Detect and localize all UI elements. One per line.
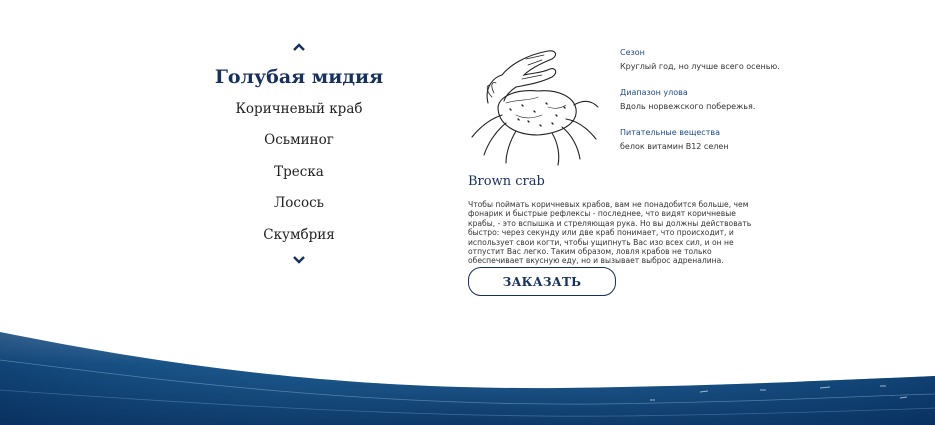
fact-label: Диапазон улова bbox=[620, 88, 688, 97]
species-item-blue-mussel[interactable]: Голубая мидия bbox=[214, 66, 384, 88]
sea-waves bbox=[0, 320, 935, 425]
fact-season bbox=[620, 48, 920, 71]
fact-value: белок витамин B12 селен bbox=[620, 142, 729, 151]
species-item-octopus[interactable]: Осьминог bbox=[264, 132, 334, 148]
product-title: Brown crab bbox=[468, 174, 545, 189]
product-description: Чтобы поймать коричневых крабов, вам не понадобится больше, чем фонарик и быстрые рефлексы - последнее, что видят коричневые крабы, - это вспышка и стреляющая рука. Но вы должны действовать быстро: через секунду или две краб понимает, что происходит, и использует свои когти, чтобы ущипнуть Вас изо всех сил, и он не отпустит Вас легко. Таким образом, ловля крабов не только обеспечивает вкусную еду, но и вызывает выброс адреналина. bbox=[468, 200, 752, 266]
chevron-up-icon[interactable] bbox=[289, 40, 309, 54]
product-facts bbox=[620, 48, 920, 168]
species-item-mackerel[interactable]: Скумбрия bbox=[263, 226, 335, 243]
chevron-down-icon[interactable] bbox=[289, 253, 309, 267]
species-item-salmon[interactable]: Лосось bbox=[274, 195, 324, 211]
fact-value: Вдоль норвежского побережья. bbox=[620, 102, 756, 111]
species-list bbox=[200, 62, 398, 251]
species-item-cod[interactable]: Треска bbox=[274, 163, 324, 180]
fact-catch-range bbox=[620, 88, 920, 111]
crab-illustration bbox=[466, 45, 602, 167]
fact-nutrients bbox=[620, 128, 920, 151]
fact-label: Питательные вещества bbox=[620, 128, 720, 137]
order-button[interactable]: ЗАКАЗАТЬ bbox=[468, 267, 616, 296]
species-item-brown-crab[interactable]: Коричневый краб bbox=[235, 100, 363, 117]
species-nav bbox=[200, 40, 398, 267]
fact-label: Сезон bbox=[620, 48, 645, 57]
fact-value: Круглый год, но лучше всего осенью. bbox=[620, 62, 780, 71]
